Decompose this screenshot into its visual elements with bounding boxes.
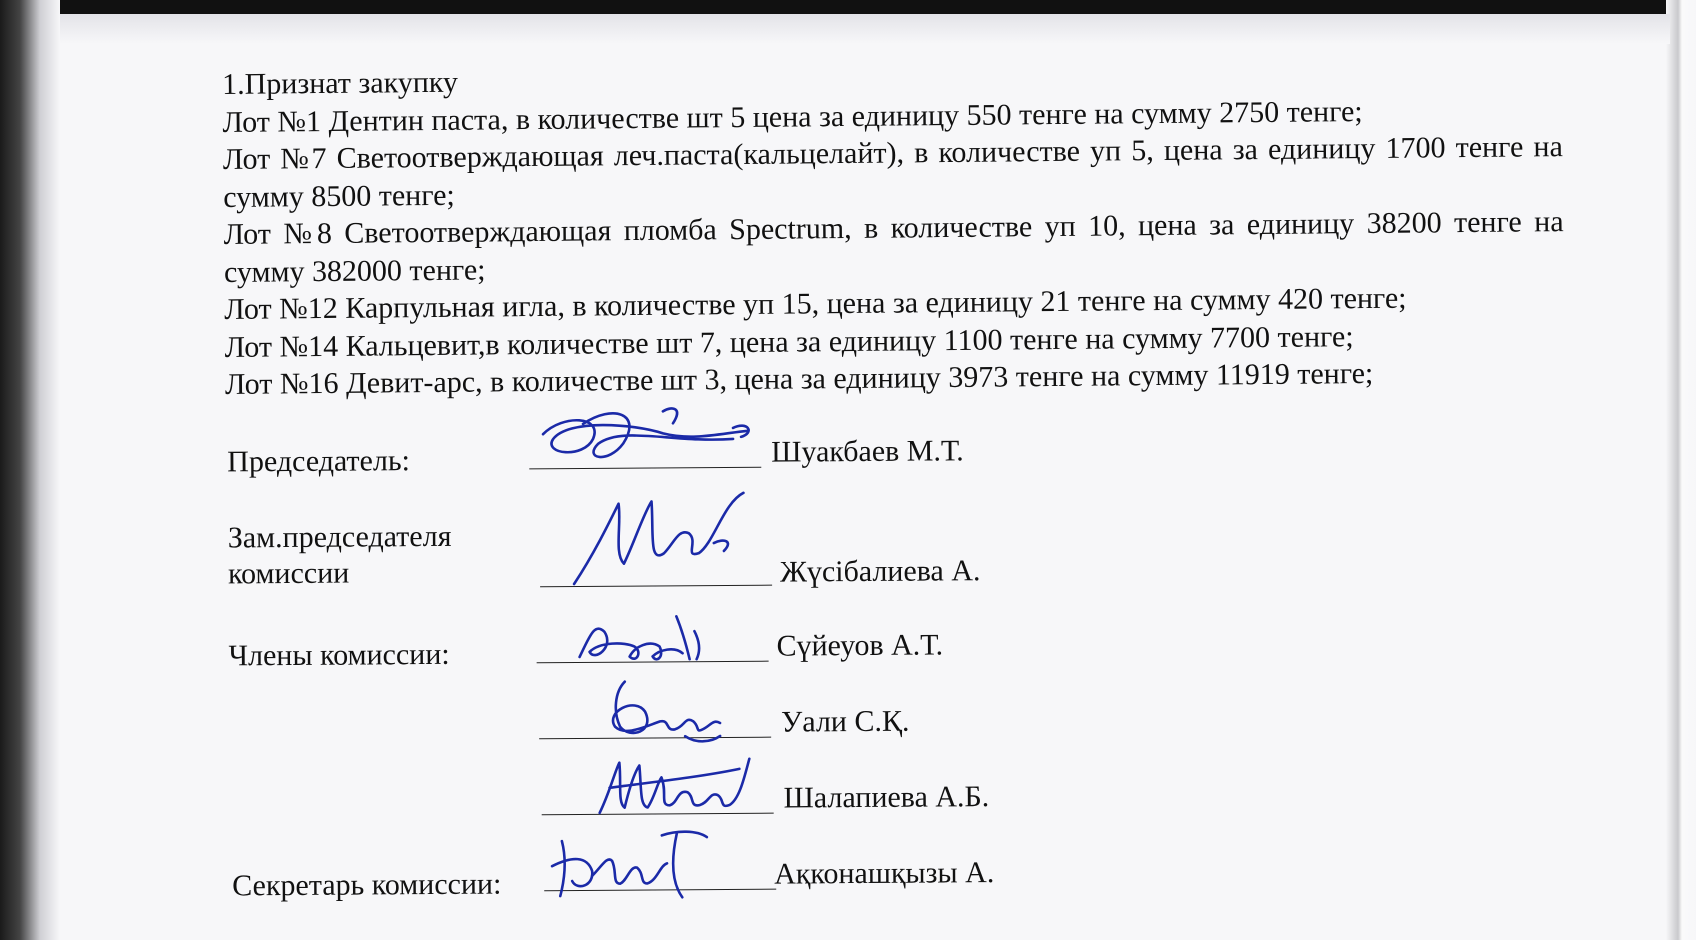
chair-role: Председатель: <box>227 444 411 479</box>
member3-signature <box>589 747 760 828</box>
lot-1: Лот №1 Дентин паста, в количестве шт 5 цена за единицу 550 тенге на сумму 2750 тенге; <box>222 94 1363 139</box>
secretary-name: Ақконашқызы А. <box>774 856 995 891</box>
lot-8: Лот №8 Светоотверждающая пломба Spectrum, в количестве уп 10, цена за единицу 38200 тенге на сумму 382000 тенге; <box>223 205 1564 289</box>
members-role: Члены комиссии: <box>228 637 450 673</box>
member1-name: Сүйеуов А.Т. <box>776 628 944 663</box>
member1-signature <box>564 601 714 672</box>
member2-name: Уали С.Қ. <box>780 704 910 739</box>
intro-line: 1.Признат закупку <box>222 65 459 101</box>
lot-12: Лот №12 Карпульная игла, в количестве уп 15, цена за единицу 21 тенге на сумму 420 тенге; <box>224 281 1407 326</box>
deputy-role: Зам.председателя комиссии <box>227 519 452 591</box>
lot-14: Лот №14 Кальцевит,в количестве шт 7, цена за единицу 1100 тенге на сумму 7700 тенге; <box>224 319 1354 364</box>
lot-16: Лот №16 Девит-арс, в количестве шт 3, цена за единицу 3973 тенге на сумму 11919 тенге; <box>224 356 1374 401</box>
chair-signature <box>523 403 763 475</box>
chair-name: Шуакбаев М.Т. <box>771 434 964 469</box>
lot-7: Лот №7 Светоотверждающая леч.паста(кальцелайт), в количестве уп 5, цена за единицу 1700 тенге на сумму 8500 тенге; <box>222 130 1563 214</box>
secretary-signature <box>542 825 713 906</box>
deputy-name: Жүсібалиева А. <box>779 554 981 589</box>
member3-name: Шалапиева А.Б. <box>783 780 990 815</box>
secretary-role: Секретарь комиссии: <box>232 867 502 903</box>
member2-signature <box>585 671 736 752</box>
deputy-signature <box>563 483 764 594</box>
